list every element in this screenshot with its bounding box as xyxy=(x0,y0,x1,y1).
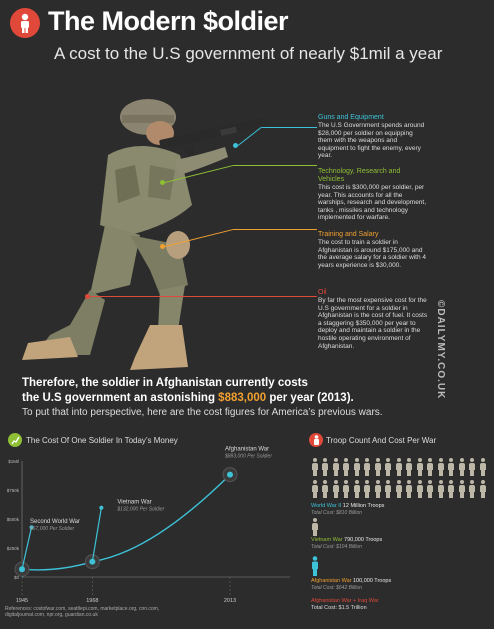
watermark: ©DAILYMY.CO.UK xyxy=(435,300,446,400)
troop-cost: Total Cost: $104 Billion xyxy=(311,543,362,550)
person-icon xyxy=(427,458,434,476)
troop-war-name: Afghanistan War xyxy=(311,578,352,584)
cost-connector-oil xyxy=(90,296,317,297)
troop-cost: Total Cost: $810 Billion xyxy=(311,509,362,516)
person-icon xyxy=(385,480,392,498)
cost-item-training xyxy=(318,231,428,269)
person-icon xyxy=(448,458,455,476)
person-icon xyxy=(395,458,402,476)
annotation-dot xyxy=(99,506,103,510)
person-icon xyxy=(322,480,329,498)
troop-entry-vietnam xyxy=(311,537,491,550)
summary-text: per year (2013). xyxy=(266,392,354,404)
person-icon xyxy=(322,458,329,476)
cost-description: The cost to train a soldier in Afghanistan is around $175,000 and the average salary for a soldier with 4 years experience is $30,000. xyxy=(318,239,427,269)
cost-connector-training-h xyxy=(233,229,317,230)
summary-line-3: To put that into perspective, here are the cost figures for America’s previous wars. xyxy=(22,407,383,418)
y-tick-label: $0 xyxy=(13,575,19,580)
person-icon xyxy=(479,480,486,498)
soldier-illustration xyxy=(10,85,330,375)
cost-heading: Guns and Equipment xyxy=(318,114,384,121)
x-tick-label: 1968 xyxy=(86,598,99,604)
person-icon xyxy=(343,458,350,476)
troop-icon-afghanistan xyxy=(311,556,319,576)
troop-count: 790,000 Troops xyxy=(344,537,383,543)
person-icon xyxy=(374,458,381,476)
person-icon xyxy=(437,480,444,498)
person-icon xyxy=(332,458,339,476)
troop-icon-grid xyxy=(311,458,491,502)
soldier-icon xyxy=(10,8,40,38)
troop-icon-row-vietnam xyxy=(311,518,491,536)
person-icon xyxy=(416,480,423,498)
cost-heading: Training and Salary xyxy=(318,231,379,238)
summary-highlight: $883,000 xyxy=(218,392,267,404)
y-tick-label: $750k xyxy=(6,488,19,493)
person-icon xyxy=(332,480,339,498)
person-icon xyxy=(427,480,434,498)
person-icon xyxy=(364,458,371,476)
references-line: digitaljournal.com, npr.org, guardian.co.uk xyxy=(5,612,98,618)
person-icon xyxy=(406,480,413,498)
annotation-label: Second World War xyxy=(30,519,81,526)
annotation-label: Vietnam War xyxy=(117,499,152,506)
troop-count: 100,000 Troops xyxy=(353,578,392,584)
troop-count: 12 Million Troops xyxy=(342,503,385,509)
troop-war-name: Vietnam War xyxy=(311,537,343,543)
person-icon xyxy=(385,458,392,476)
person-icon xyxy=(406,458,413,476)
references-line: References: costofwar.com, seattlepi.com, marketplace.org, cnn.com, xyxy=(5,606,160,612)
annotation-value: $132,000 Per Soldier xyxy=(117,506,165,513)
person-icon xyxy=(479,458,486,476)
person-icon xyxy=(364,480,371,498)
summary-text: the U.S government an astonishing xyxy=(22,392,219,404)
annotation-line xyxy=(22,527,32,569)
person-icon xyxy=(311,458,318,476)
person-icon xyxy=(311,518,318,536)
person-icon xyxy=(353,458,360,476)
person-icon xyxy=(469,458,476,476)
person-icon xyxy=(458,480,465,498)
troops-icon xyxy=(309,433,323,447)
annotation-label: Afghanistan War xyxy=(225,446,270,453)
cost-heading: Technology, Research and Vehicles xyxy=(318,168,401,183)
person-icon xyxy=(416,458,423,476)
cost-description: The U.S Government spends around $28,000 per soldier on equipping them with the weapons and equipment to fight the enemy, every year. xyxy=(318,122,425,160)
y-tick-label: $500k xyxy=(6,517,19,522)
cost-description: This cost is $300,000 per soldier, per year. This accounts for all the warships, research and development, tanks , missiles and technology implemented for warfare. xyxy=(318,184,427,222)
page-title: The Modern $oldier xyxy=(48,6,289,36)
y-tick-label: $250k xyxy=(6,546,19,551)
cost-line-chart xyxy=(0,446,300,606)
chart-icon xyxy=(8,433,22,447)
person-icon xyxy=(343,480,350,498)
x-tick-label: 1945 xyxy=(15,598,29,604)
person-icon xyxy=(374,480,381,498)
cost-heading: Oil xyxy=(318,289,327,296)
person-icon xyxy=(353,480,360,498)
annotation-value: $67,000 Per Soldier xyxy=(30,526,75,533)
person-icon xyxy=(437,458,444,476)
cost-item-guns xyxy=(318,114,428,160)
person-icon xyxy=(469,480,476,498)
troop-war-name: World War II xyxy=(311,503,342,509)
troop-war-name: Afghanistan War + Iraq War xyxy=(311,598,379,604)
troop-cost: Total Cost: $1.5 Trillion xyxy=(311,604,367,611)
annotation-line xyxy=(92,508,101,562)
summary-line-1: Therefore, the soldier in Afghanistan currently costs xyxy=(22,377,308,389)
cost-connector-tech-h xyxy=(233,165,317,166)
person-icon xyxy=(448,480,455,498)
person-icon xyxy=(395,480,402,498)
troop-entry-afghanistan xyxy=(311,578,491,591)
page-subtitle: A cost to the U.S government of nearly $1mil a year xyxy=(54,44,443,63)
data-point xyxy=(227,472,233,478)
troop-entry-ww2 xyxy=(311,503,491,516)
chart-heading: The Cost Of One Soldier In Today’s Money xyxy=(26,436,178,445)
cost-description: By far the most expensive cost for the U.S government for a soldier in Afghanistan is the cost of fuel. It costs a staggering $350,000 per year to deploy and maintain a soldier in the hostile operating environment of Afghanistan. xyxy=(318,297,428,350)
troop-entry-afghanistan-iraq xyxy=(311,598,491,611)
cost-item-oil xyxy=(318,289,428,350)
cost-connector-guns-h xyxy=(262,127,317,128)
troop-cost: Total Cost: $642 Billion xyxy=(311,584,362,591)
references xyxy=(5,606,159,618)
troops-heading: Troop Count And Cost Per War xyxy=(326,436,437,445)
summary-line-2 xyxy=(22,392,354,404)
person-icon xyxy=(458,458,465,476)
x-tick-label: 2013 xyxy=(223,598,237,604)
cost-item-tech xyxy=(318,168,428,222)
annotation-value: $883,000 Per Soldier xyxy=(225,453,272,460)
person-icon xyxy=(311,480,318,498)
y-tick-label: $1Mil xyxy=(8,459,19,464)
